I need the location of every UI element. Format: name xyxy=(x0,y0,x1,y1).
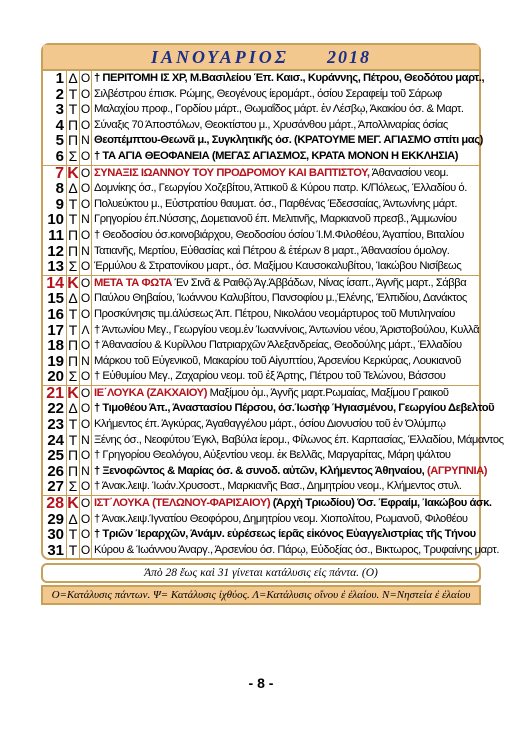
fasting-code: Ο xyxy=(80,259,92,275)
fasting-code: Ν xyxy=(81,212,90,227)
day-description xyxy=(92,323,480,339)
day-number: 29 xyxy=(47,510,64,528)
day-description xyxy=(92,307,480,323)
day-description xyxy=(92,291,480,307)
feast-text: ΜΕΤΑ ΤΑ ΦΩΤΑ xyxy=(94,276,172,289)
day-number: 14 xyxy=(43,275,67,291)
day-number: 1 xyxy=(55,70,64,87)
feast-text: † Τριῶν Ίεραρχῶν, Άνάμν. εὑρέσεως ίερᾶς εἰκόνος Εὐαγγελιστρίας τῆς Τήνου xyxy=(94,528,476,541)
day-description xyxy=(92,464,488,480)
day-number: 9 xyxy=(55,195,64,213)
weekday-letter: Σ xyxy=(67,479,80,495)
day-number: 3 xyxy=(55,101,64,119)
feast-text: † Τιμοθέου Άπ., Άναστασίου Πέρσου, όσ.Ίωσὴφ Ήγιασμένου, Γεωργίου Δεβελτοῦ xyxy=(94,402,495,415)
calendar-frame xyxy=(41,43,504,560)
day-description xyxy=(92,543,499,559)
feast-text: Μαλαχίου προφ., Γορδίου μάρτ., Θωμαΐδος μάρτ. ἐν Λέσβῳ, Άκακίου όσ. & Μαρτ. xyxy=(94,103,464,116)
day-number: 2 xyxy=(55,85,64,103)
day-row xyxy=(43,401,479,417)
day-number: 21 xyxy=(43,385,67,401)
day-row xyxy=(43,275,479,291)
feast-text: Έρμύλου & Στρατονίκου μαρτ., όσ. Μαξίμου Καυσοκαλυβίτου, Ίακώβου Νισίβεως xyxy=(94,260,462,273)
day-number: 17 xyxy=(47,321,64,339)
feast-subtext: (ΑΓΡΥΠΝΙΑ) xyxy=(424,464,488,477)
fasting-code: Ο xyxy=(80,227,91,242)
fasting-code: Ο xyxy=(80,196,91,211)
fasting-code: Ο xyxy=(80,417,91,432)
weekday-letter: Π xyxy=(67,116,79,133)
day-description xyxy=(92,259,480,275)
day-description xyxy=(92,448,480,464)
fasting-code: Ν xyxy=(81,133,90,148)
day-number: 8 xyxy=(55,180,64,198)
month-title: ΙΑΝΟΥΑΡΙΟΣ xyxy=(151,47,289,67)
day-number: 16 xyxy=(47,305,64,323)
day-number: 23 xyxy=(47,416,64,434)
feast-text: Τατιανῆς, Μερτίου, Εὐθασίας καὶ Πέτρου & ἑτέρων 8 μαρτ., Άθανασίου όμολογ. xyxy=(94,244,450,257)
fasting-code: Ο xyxy=(80,479,92,495)
fasting-code: Ο xyxy=(80,165,91,180)
weekday-letter: Τ xyxy=(67,543,80,559)
day-description xyxy=(92,354,480,370)
day-row xyxy=(43,71,479,87)
fasting-code: Ο xyxy=(80,102,91,117)
weekday-letter: Κ xyxy=(67,384,79,402)
weekday-letter: Π xyxy=(67,226,79,243)
weekday-letter: Σ xyxy=(67,149,80,165)
day-number: 18 xyxy=(47,337,64,355)
fasting-code: Ο xyxy=(80,338,91,353)
day-row xyxy=(43,118,479,134)
fasting-code: Ο xyxy=(80,306,91,321)
day-description xyxy=(92,102,480,118)
weekday-letter: Τ xyxy=(67,212,80,228)
fasting-code: Ο xyxy=(80,117,91,132)
day-description xyxy=(92,118,480,134)
feast-text: ΙΣΤ΄ΛΟΥΚΑ (ΤΕΛΩΝΟΥ-ΦΑΡΙΣΑΙΟΥ) xyxy=(94,497,271,510)
fasting-code: Ο xyxy=(80,149,92,165)
day-number: 24 xyxy=(47,431,64,449)
feast-text: † Άθανασίου & Κυρίλλου Πατριαρχῶν Άλεξανδρείας, Θεοδούλης μάρτ., Έλλαδίου xyxy=(94,339,462,352)
feast-text: Σύναξις 70 Άποστόλων, Θεοκτίστου μ., Χρυσάνθου μάρτ., Άπολλιναρίας όσίας xyxy=(94,118,448,131)
feast-text: † Εὐθυμίου Μεγ., Ζαχαρίου νεομ. τοῦ ἐξ Άρτης, Πέτρου τοῦ Τελώνου, Βάσσου xyxy=(94,370,446,383)
year-title: 2018 xyxy=(326,47,371,67)
weekday-letter: Κ xyxy=(67,274,79,292)
fasting-code: Ο xyxy=(80,448,91,463)
feast-text: Γρηγορίου έπ.Νύσσης, Δομετιανοῦ έπ. Μελιτινῆς, Μαρκιανοῦ πρεσβ., Άμμωνίου xyxy=(94,213,457,226)
weekday-letter: Τ xyxy=(67,87,80,103)
weekday-letter: Δ xyxy=(68,510,78,527)
day-row xyxy=(43,323,479,339)
day-description xyxy=(92,417,480,433)
day-number: 31 xyxy=(47,541,64,559)
feast-text: Δομνίκης όσ., Γεωργίου Χοζεβίτου, Άττικοῦ & Κύρου πατρ. Κ/Πόλεως, Έλλαδίου ό. xyxy=(94,182,467,195)
weekday-letter: Τ xyxy=(67,433,80,449)
weekday-letter: Τ xyxy=(67,102,80,118)
feast-text: † ΤΑ ΑΓΙΑ ΘΕΟΦΑΝΕΙΑ (ΜΕΓΑΣ ΑΓΙΑΣΜΟΣ, ΚΡΑΤΑ ΜΟΝΟΝ Η ΕΚΚΛΗΣΙΑ) xyxy=(94,149,459,162)
day-row xyxy=(43,307,479,323)
feast-text: Κλήμεντος έπ. Άγκύρας, Άγαθαγγέλου μάρτ., όσίου Διονυσίου τοῦ ἐν Όλύμπῳ xyxy=(94,418,446,431)
weekday-letter: Κ xyxy=(67,495,79,513)
day-description xyxy=(92,401,495,417)
fasting-code: Ο xyxy=(80,385,91,400)
day-number: 4 xyxy=(55,116,64,134)
weekday-letter: Τ xyxy=(67,197,80,213)
weekday-letter: Π xyxy=(67,462,79,479)
day-number: 22 xyxy=(47,400,64,418)
fasting-code: Ο xyxy=(80,527,91,542)
day-description xyxy=(92,71,485,87)
feast-text: Κύρου & Ίωάννου Άναργ., Άρσενίου όσ. Πάρῳ, Εὐδοξίας όσ., Βικτωρος, Τρυφαίνης μαρτ. xyxy=(94,543,499,556)
day-description xyxy=(92,87,480,103)
day-number: 12 xyxy=(47,242,64,260)
fasting-code: Ν xyxy=(81,243,90,258)
fasting-code: Ν xyxy=(81,432,90,447)
day-description xyxy=(92,165,480,181)
day-row xyxy=(43,496,479,512)
feast-subtext: Μαξίμου ὁμ., Άγνῆς μαρτ.Ρωμαίας, Μαξίμου Γραικοῦ xyxy=(206,386,449,399)
day-description xyxy=(92,433,504,449)
weekday-letter: Τ xyxy=(67,527,80,543)
feast-text: † Άντωνίου Μεγ., Γεωργίου νεομ.ἐν Ίωαννίνοις, Άντωνίου νέου, Άριστοβούλου, Κυλλᾶ xyxy=(94,323,480,336)
day-row xyxy=(43,479,479,495)
feast-text: Παύλου Θηβαίου, Ίωάννου Καλυβίτου, Πανσοφίου μ.,Έλένης, Έλπιδίου, Δανάκτος xyxy=(94,292,467,305)
weekday-letter: Τ xyxy=(67,323,80,339)
fasting-code: Ο xyxy=(80,401,91,416)
day-description xyxy=(92,527,480,543)
day-row xyxy=(43,259,479,275)
day-description xyxy=(92,212,480,228)
day-row xyxy=(43,417,479,433)
feast-text: † Άνακ.λειψ. Ίωάν.Χρυσοστ., Μαρκιανῆς Βασ., Δημητρίου νεομ., Κλήμεντος στυλ. xyxy=(94,480,462,493)
weekday-letter: Σ xyxy=(67,259,80,275)
feast-text: ΙΕ΄ΛΟΥΚΑ (ΖΑΚΧΑΙΟΥ) xyxy=(94,386,207,399)
fasting-code: Ο xyxy=(80,369,92,385)
day-row xyxy=(43,197,479,213)
fasting-code: Ο xyxy=(80,511,91,526)
feast-text: † Γρηγορίου Θεολόγου, Αὐξεντίου νεομ. ἐκ Βελλᾶς, Μαργαρίτας, Μάρη ψάλτου xyxy=(94,449,451,462)
fasting-note: Άπὸ 28 ἕως καὶ 31 γίνεται κατάλυσις εἰς πάντα. (Ο) xyxy=(41,563,481,583)
day-row xyxy=(43,448,479,464)
calendar-page xyxy=(41,43,504,605)
calendar-table xyxy=(43,70,504,559)
day-row xyxy=(43,512,479,528)
weekday-letter: Π xyxy=(67,337,79,354)
feast-text: Προσκύνησις τιμ.άλύσεως Άπ. Πέτρου, Νικολάου νεομάρτυρος τοῦ Μυτιληναίου xyxy=(94,307,455,320)
weekday-letter: Π xyxy=(67,242,79,259)
day-description xyxy=(92,228,480,244)
feast-subtext: Άθανασίου νεομ. xyxy=(369,166,449,179)
feast-text: Θεοπέμπτου-Θεωνᾶ μ., Συγκλητικῆς όσ. (ΚΡΑΤΟΥΜΕ ΜΕΓ. ΑΓΙΑΣΜΟ σπίτι μας) xyxy=(94,134,483,147)
month-header xyxy=(43,45,479,71)
weekday-letter: Τ xyxy=(67,417,80,433)
day-row xyxy=(43,244,479,260)
day-row xyxy=(43,338,479,354)
feast-text: Ξένης όσ., Νεοφύτου Έγκλ, Βαβύλα ίερομ., Φίλωνος έπ. Καρπασίας, Έλλαδίου, Μάμαντος xyxy=(94,433,504,446)
feast-text: Μάρκου τοῦ Εὐγενικοῦ, Μακαρίου τοῦ Αἰγυπτίου, Άρσενίου Κερκύρας, Λουκιανοῦ xyxy=(94,354,461,367)
day-number: 7 xyxy=(43,165,67,181)
day-description xyxy=(92,338,480,354)
feast-text: † ΠΕΡΙΤΟΜΗ ΙΣ ΧΡ, Μ.Βασιλείου Έπ. Καισ., Κυράννης, Πέτρου, Θεοδότου μαρτ., xyxy=(94,72,485,84)
day-row xyxy=(43,181,479,197)
day-number: 25 xyxy=(47,447,64,465)
day-number: 10 xyxy=(47,211,64,229)
feast-text: † Θεοδοσίου όσ.κοινοβιάρχου, Θεοδοσίου όσίου Ί.Μ.Φιλοθέου, Άγαπίου, Βιταλίου xyxy=(94,228,464,241)
feast-text: ΣΥΝΑΞΙΣ ΙΩΑΝΝΟΥ ΤΟΥ ΠΡΟΔΡΟΜΟΥ ΚΑΙ ΒΑΠΤΙΣΤΟΥ, xyxy=(94,166,370,179)
day-number: 11 xyxy=(48,226,64,244)
weekday-letter: Δ xyxy=(68,180,78,197)
fasting-code: Λ xyxy=(81,322,90,337)
day-number: 19 xyxy=(47,352,64,370)
day-row xyxy=(43,165,479,181)
day-description xyxy=(92,385,480,401)
feast-text: Σιλβέστρου έπισκ. Ρώμης, Θεογένους ίερομάρτ., όσίου Σεραφείμ τοῦ Σάρωφ xyxy=(94,87,442,100)
fasting-code: Ο xyxy=(80,542,91,557)
day-number: 5 xyxy=(55,132,64,150)
day-description xyxy=(92,244,480,260)
fasting-code: Ο xyxy=(80,71,91,85)
fasting-code: Ο xyxy=(80,496,91,511)
weekday-letter: Π xyxy=(67,132,79,149)
weekday-letter: Σ xyxy=(67,369,80,385)
day-row xyxy=(43,464,479,480)
day-number: 15 xyxy=(47,290,64,308)
day-row xyxy=(43,369,479,385)
fasting-code: Ο xyxy=(80,275,91,290)
weekday-letter: Δ xyxy=(68,70,78,86)
day-row xyxy=(43,543,479,559)
fasting-code: Ο xyxy=(80,86,91,101)
day-row xyxy=(43,133,479,149)
weekday-letter: Π xyxy=(67,352,79,369)
day-row xyxy=(43,149,479,165)
day-description xyxy=(92,149,480,165)
day-description xyxy=(92,479,480,495)
fasting-code: Ν xyxy=(81,353,90,368)
day-description xyxy=(92,512,480,528)
day-number: 28 xyxy=(43,496,67,512)
feast-text: † Ξενοφῶντος & Μαρίας όσ. & συνοδ. αὐτῶν, Κλήμεντος Άθηναίου, xyxy=(94,464,425,477)
day-number: 30 xyxy=(47,526,64,544)
day-number: 13 xyxy=(47,258,64,276)
day-description xyxy=(92,181,480,197)
day-description xyxy=(92,275,480,291)
day-row xyxy=(43,291,479,307)
feast-text: Πολυεύκτου μ., Εὐστρατίου θαυματ. όσ., Παρθένας Έδεσσαίας, Άντωνίνης μάρτ. xyxy=(94,197,458,210)
weekday-letter: Δ xyxy=(68,290,78,307)
day-number: 26 xyxy=(47,462,64,480)
weekday-letter: Δ xyxy=(68,400,78,417)
feast-text: † Άνακ.λειψ.Ίγνατίου Θεοφόρου, Δημητρίου νεομ. Χιοπολίτου, Ρωμανοῦ, Φιλοθέου xyxy=(94,512,468,525)
day-number: 20 xyxy=(47,368,64,386)
day-row xyxy=(43,102,479,118)
day-description xyxy=(92,369,480,385)
day-row xyxy=(43,228,479,244)
feast-subtext: Έν Σινᾶ & Ραιθῷ Άγ.Άββάδων, Νίνας ίσαπ., Άγνῆς μαρτ., Σάββα xyxy=(172,276,467,289)
fasting-legend: Ο=Κατάλυσις πάντων. Ψ= Κατάλυσις ἰχθύος. Λ=Κατάλυσις οἴνου ἐ ἐλαίου. Ν=Νηστεία ἐ ἐλαίου xyxy=(41,585,481,605)
day-number: 27 xyxy=(47,478,64,496)
page-number: - 8 - xyxy=(248,675,274,691)
weekday-letter: Κ xyxy=(67,164,79,182)
weekday-letter: Π xyxy=(67,447,79,464)
fasting-code: Ν xyxy=(81,463,90,478)
fasting-code: Ο xyxy=(80,181,91,196)
day-description xyxy=(92,133,483,149)
day-row xyxy=(43,527,479,543)
day-number: 6 xyxy=(55,147,64,165)
day-description xyxy=(92,197,480,213)
day-row xyxy=(43,385,479,401)
weekday-letter: Τ xyxy=(67,307,80,323)
day-row xyxy=(43,433,479,449)
feast-subtext: (Άρχὴ Τριωδίου) Όσ. Έφραίμ, Ίακώβου άσκ. xyxy=(270,497,492,510)
day-row xyxy=(43,87,479,103)
day-description xyxy=(92,496,492,512)
day-row xyxy=(43,354,479,370)
day-row xyxy=(43,212,479,228)
fasting-code: Ο xyxy=(80,291,91,306)
